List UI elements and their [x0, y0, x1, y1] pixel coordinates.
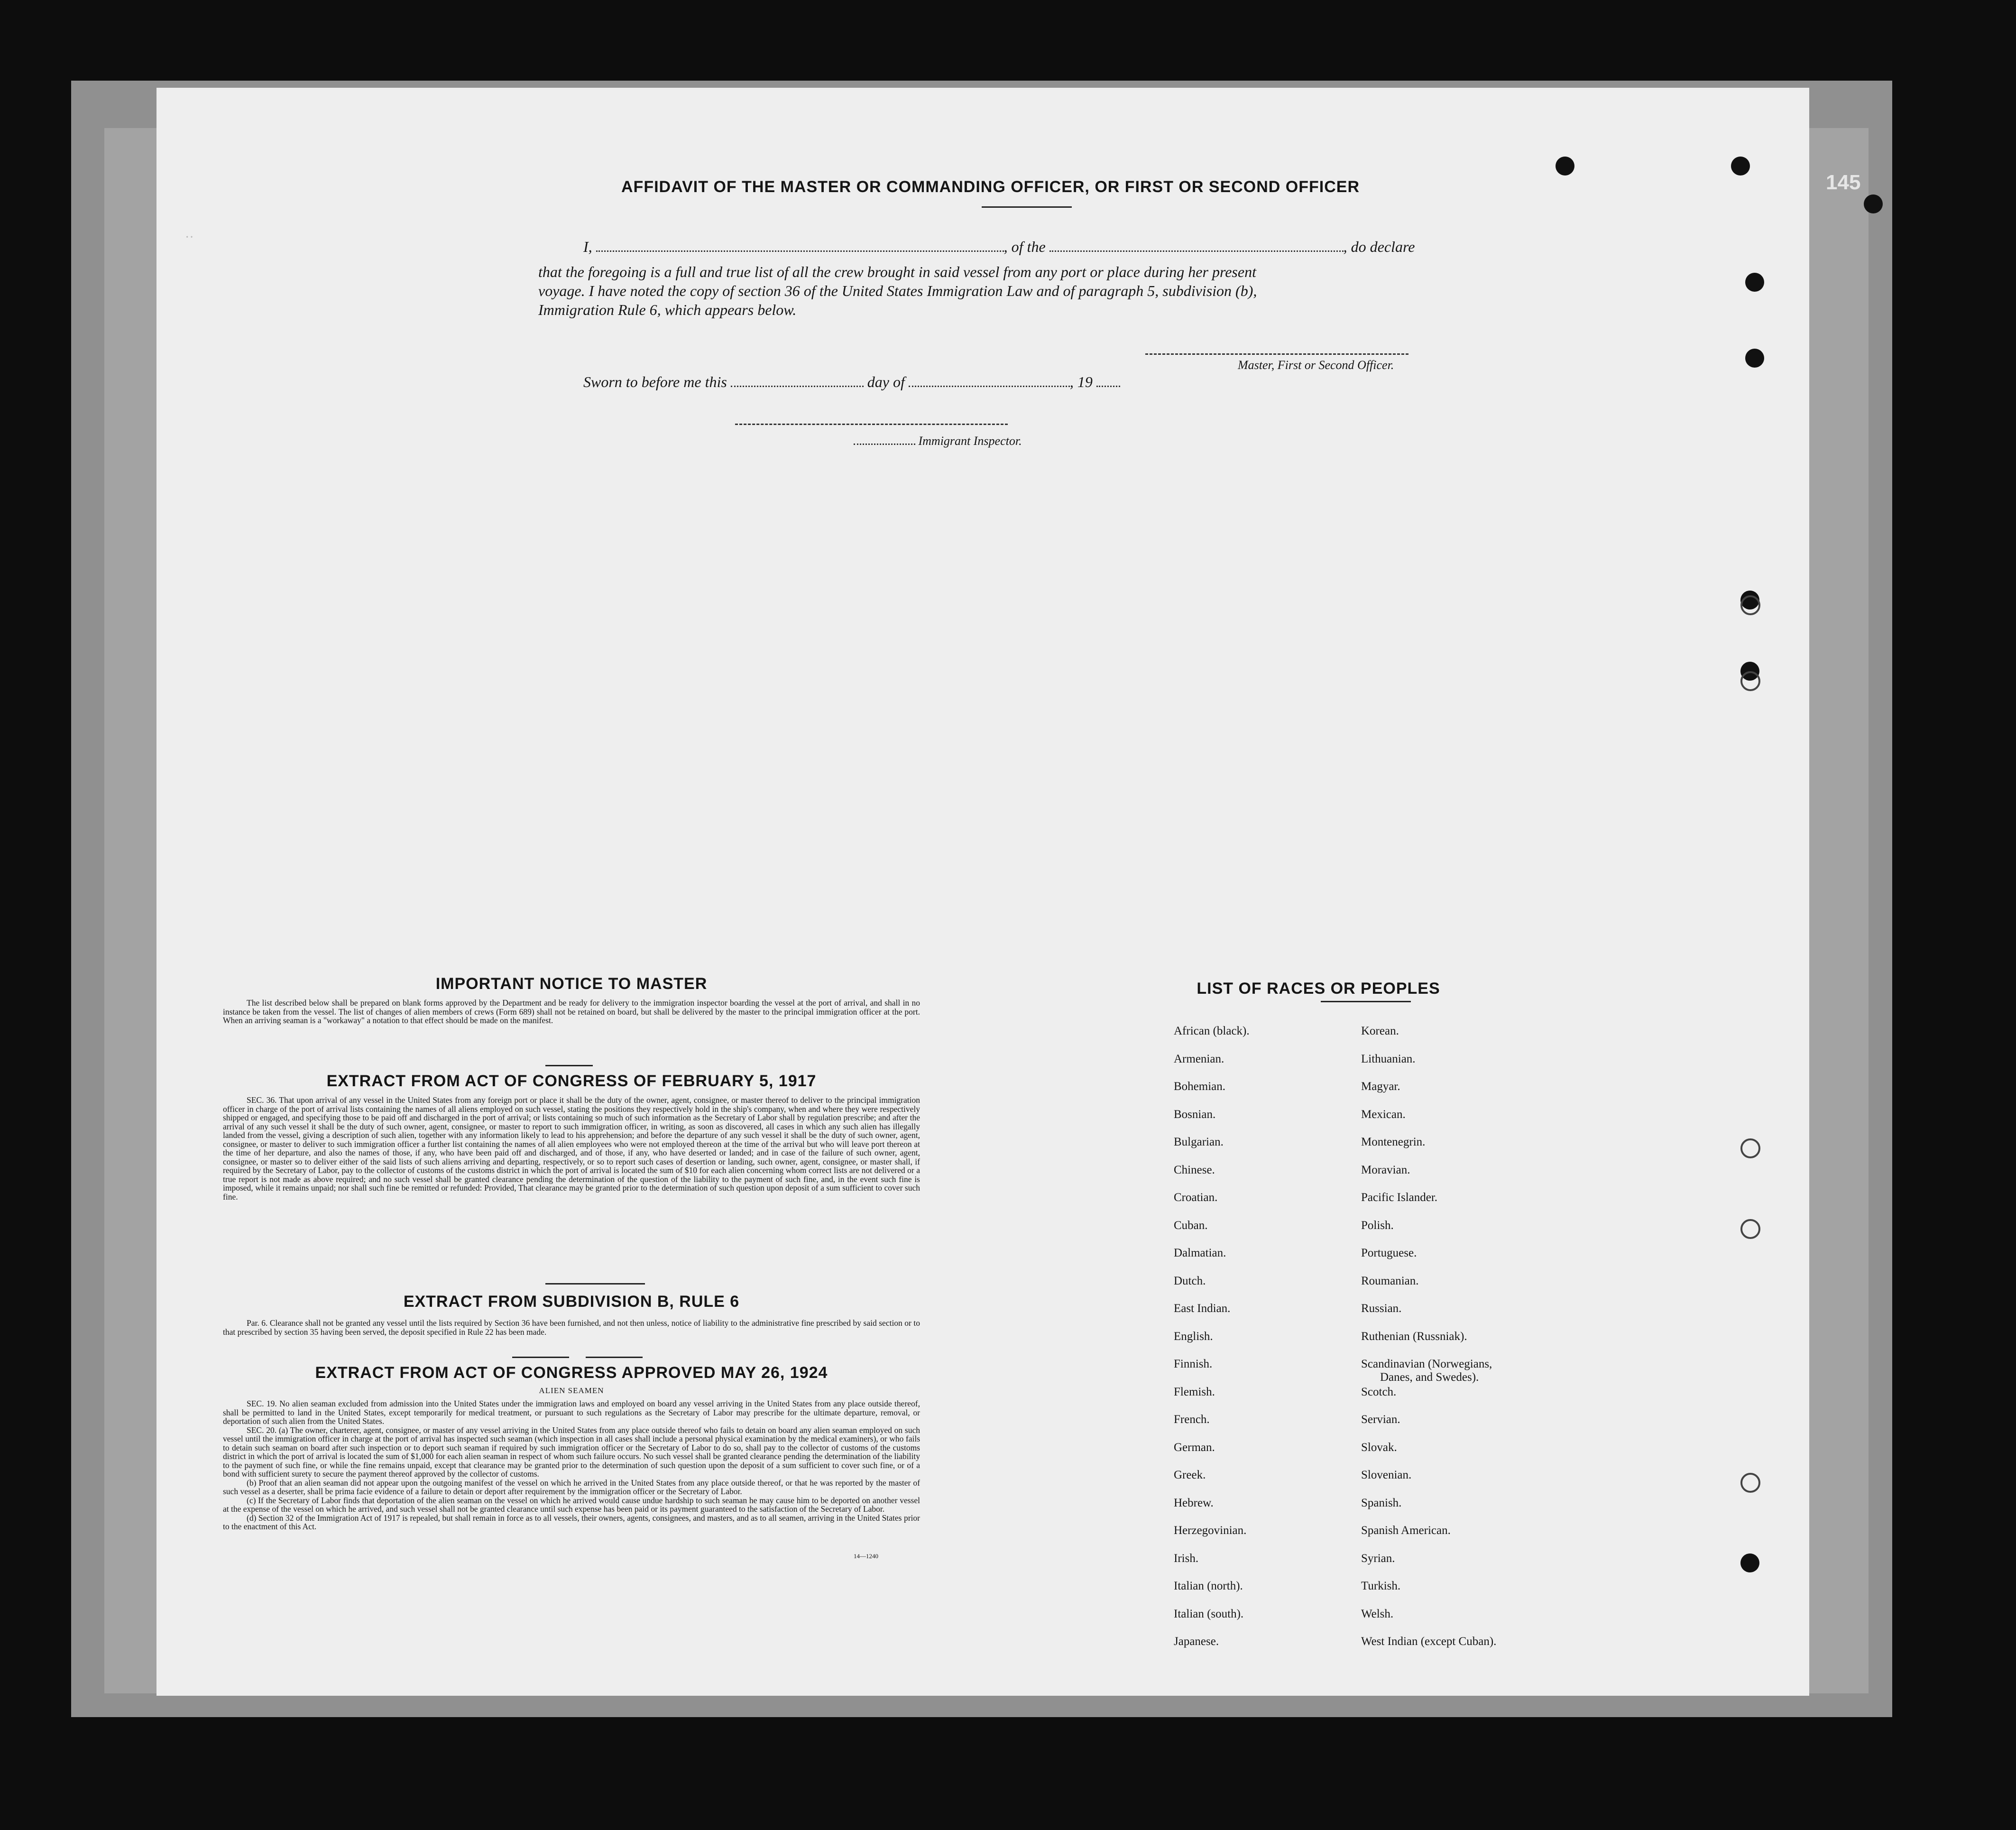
race-item: Scandinavian (Norwegians, [1361, 1358, 1492, 1370]
binder-hole-empty [1740, 1219, 1760, 1239]
race-item: Moravian. [1361, 1163, 1410, 1176]
year-label: , 19 [1069, 373, 1093, 390]
race-item: Pacific Islander. [1361, 1191, 1438, 1204]
year-field[interactable] [1096, 372, 1120, 387]
sworn-label: Sworn to before me this [583, 373, 727, 390]
race-item: Montenegrin. [1361, 1136, 1426, 1148]
affidavit-line3: voyage. I have noted the copy of section 36 of the United States Immigration Law and of paragraph 5, subdivision (b), [538, 282, 1257, 299]
extract-1917-title: EXTRACT FROM ACT OF CONGRESS OF FEBRUARY 5, 1917 [326, 1072, 817, 1090]
inspector-dots [854, 435, 915, 445]
sec19-paragraph: SEC. 19. No alien seaman excluded from admission into the United States under the immigration laws and employed on board any vessel arriving in the United States from any place outside thereof, shall be permitted to land in the United States, except temporarily for medical treatment, or pursuant to such regulations as the Secretary of Labor may prescribe for the ultimate departure, removal, or deportation of such alien from the United States. [223, 1399, 920, 1426]
race-item: Hebrew. [1174, 1496, 1214, 1509]
extract-rule6-text [223, 1319, 920, 1336]
race-item: West Indian (except Cuban). [1361, 1635, 1497, 1648]
race-item: Bulgarian. [1174, 1136, 1224, 1148]
race-item: Scotch. [1361, 1385, 1397, 1398]
sec20a-paragraph: SEC. 20. (a) The owner, charterer, agent, consignee, or master of any vessel arriving in the United States from any place outside thereof who fails to detain on board any alien seaman employed on such vessel until the immigration officer in charge at the port of arrival has inspected such seaman (which inspection in all cases shall include a personal physical examination by the medical examiners), or who fails to detain such seaman on board after such inspection or to deport such seaman if required by such immigration officer or the Secretary of Labor to do so, shall pay to the collector of customs of the customs district in which the port of arrival is located the sum of $1,000 for each alien seaman in respect of whom such failure occurs. No such vessel shall be granted clearance pending the determination of the liability to the payment of such fine, or while the fine remains unpaid, except that clearance may be granted prior to the determination of such question upon the deposit of a sum sufficient to cover such fine, or of a bond with sufficient surety to secure the payment thereof approved by the collector of customs. [223, 1425, 920, 1479]
race-item: Italian (south). [1174, 1607, 1244, 1620]
race-item: Finnish. [1174, 1358, 1213, 1370]
affidavit-line1 [583, 237, 1603, 256]
race-item: English. [1174, 1330, 1213, 1343]
extract-rule6-paragraph: Par. 6. Clearance shall not be granted any vessel until the lists required by Section 36 have been furnished, and not then unless, notice of liability to the administrative fine prescribed by said section or to that prescribed by section 35 having been served, the deposit specified in Rule 22 has been made. [223, 1318, 920, 1337]
race-item: Polish. [1361, 1219, 1394, 1232]
race-item: Armenian. [1174, 1052, 1224, 1065]
signature-line[interactable] [1145, 353, 1408, 355]
binder-hole [1556, 157, 1574, 176]
form-number: 14—1240 [854, 1553, 878, 1560]
race-item: Greek. [1174, 1469, 1206, 1481]
binder-hole-empty [1740, 1473, 1760, 1493]
race-item: East Indian. [1174, 1302, 1231, 1315]
sec20b-paragraph: (b) Proof that an alien seaman did not appear upon the outgoing manifest of the vessel on which he arrived in the United States from any place outside thereof, or that he was reported by the master of such vessel as a deserter, shall be prima facie evidence of a failure to detain or deport after requirement by the immigration officer or the Secretary of Labor. [223, 1478, 920, 1496]
inspector-line [854, 434, 1022, 448]
sec20c-paragraph: (c) If the Secretary of Labor finds that deportation of the alien seaman on the vessel on which he arrived would cause undue hardship to such seaman he may cause him to be deported on another vessel at the expense of the vessel on which he arrived, and such vessel shall not be granted clearance until such expense has been paid or its payment guaranteed to the satisfaction of the Secretary of Labor. [223, 1495, 920, 1514]
race-item: German. [1174, 1441, 1215, 1454]
section-rule [545, 1065, 593, 1066]
binder-hole [1740, 1553, 1759, 1572]
race-item: Spanish. [1361, 1496, 1402, 1509]
affidavit-line2: that the foregoing is a full and true list of all the crew brought in said vessel from any port or place during her present [538, 263, 1256, 280]
race-item: Syrian. [1361, 1552, 1395, 1565]
month-field[interactable] [909, 372, 1070, 387]
notice-text [223, 998, 920, 1025]
section-rule [586, 1357, 643, 1358]
binder-hole-empty [1740, 595, 1760, 615]
extract-1924-title: EXTRACT FROM ACT OF CONGRESS APPROVED MAY 26, 1924 [315, 1364, 828, 1382]
page-number: 145 [1826, 171, 1861, 194]
binder-hole [1731, 157, 1750, 176]
race-item: Russian. [1361, 1302, 1402, 1315]
race-item: Japanese. [1174, 1635, 1219, 1648]
affidavit-title: AFFIDAVIT OF THE MASTER OR COMMANDING OFFICER, OR FIRST OR SECOND OFFICER [621, 178, 1360, 196]
races-rule [1321, 1001, 1411, 1002]
race-item: Dalmatian. [1174, 1247, 1226, 1259]
race-item: Korean. [1361, 1025, 1399, 1037]
notice-paragraph: The list described below shall be prepared on blank forms approved by the Department and be ready for delivery to the immigration inspector boarding the vessel at the port of arrival, and shall in no instance be taken from the vessel. The list of changes of alien members of crews (Form 689) shall not be retained on board, but shall be delivered by the master to the principal immigration officer at the port. When an arriving seaman is a "workaway" a notation to that effect should be made on the manifest. [223, 998, 920, 1025]
race-item: Chinese. [1174, 1163, 1215, 1176]
binder-hole-empty [1740, 1138, 1760, 1158]
document-page [156, 88, 1809, 1696]
race-item: Irish. [1174, 1552, 1199, 1565]
race-item: Danes, and Swedes). [1380, 1371, 1479, 1384]
day-field[interactable] [731, 372, 864, 387]
race-item: Mexican. [1361, 1108, 1406, 1121]
signature-caption: Master, First or Second Officer. [1238, 358, 1394, 372]
race-item: French. [1174, 1413, 1210, 1426]
race-item: African (black). [1174, 1025, 1250, 1037]
extract-rule6-title: EXTRACT FROM SUBDIVISION B, RULE 6 [403, 1293, 740, 1311]
notice-title: IMPORTANT NOTICE TO MASTER [435, 975, 708, 993]
race-item: Bohemian. [1174, 1080, 1226, 1093]
vessel-field[interactable] [1049, 237, 1344, 252]
affidavit-line4: Immigration Rule 6, which appears below. [538, 301, 797, 318]
race-item: Bosnian. [1174, 1108, 1216, 1121]
binder-hole [1745, 273, 1764, 292]
name-field[interactable] [596, 237, 1004, 252]
race-item: Roumanian. [1361, 1274, 1419, 1287]
extract-1917-text [223, 1096, 920, 1201]
inspector-caption: Immigrant Inspector. [918, 434, 1022, 448]
binder-hole [1864, 194, 1883, 213]
race-item: Welsh. [1361, 1607, 1394, 1620]
inspector-signature-line[interactable] [735, 424, 1008, 425]
of-the-label: , of the [1003, 238, 1046, 255]
do-declare-label: , do declare [1343, 238, 1415, 255]
race-item: Turkish. [1361, 1580, 1401, 1592]
extract-1917-paragraph: SEC. 36. That upon arrival of any vessel in the United States from any foreign port or place it shall be the duty of the owner, agent, consignee, or master thereof to deliver to the principal immigration officer in charge of the port of arrival lists containing the names of all aliens employed on such vessel, stating the positions they respectively hold in the ship's company, when and where they were respectively shipped or engaged, and specifying those to be paid off and discharged in the port of arrival; or lists containing so much of such information as the Secretary of Labor shall by regulation prescribe; and after the arrival of any such vessel it shall be the duty of such owner, agent, consignee, or master to report to such immigration officer, in writing, as soon as discovered, all cases in which any such alien has illegally landed from the vessel, giving a description of such alien, together with any information likely to lead to his apprehension; and before the departure of any such vessel it shall be the duty of such owner, agent, consignee, or master to deliver to such immigration officer a further list containing the names of all alien employees who were not employed thereon at the time of the arrival but who will leave port thereon at the time of her departure, and also the names of those, if any, who have been paid off and discharged, and of those, if any, who have deserted or landed; and in case of the failure of such owner, agent, consignee, or master so to deliver either of the said lists of such aliens arriving and departing, respectively, or so to report such cases of desertion or landing, such owner, agent, consignee, or master shall, if required by the Secretary of Labor, pay to the collector of customs of the customs district in which the port of arrival is located the sum of $10 for each alien concerning whom correct lists are not delivered or a true report is not made as above required; and no such vessel shall be granted clearance pending the determination of the question of the liability to the payment of such fine, and, in the event such fine is imposed, while it remains unpaid; nor shall such fine be remitted or refunded: Provided, That clearance may be granted prior to the determination of such question upon deposit of a sum sufficient to cover such fine. [223, 1095, 920, 1202]
race-item: Magyar. [1361, 1080, 1400, 1093]
title-rule [982, 206, 1072, 208]
race-item: Spanish American. [1361, 1524, 1451, 1537]
races-title: LIST OF RACES OR PEOPLES [1197, 980, 1440, 998]
section-rule [512, 1357, 569, 1358]
stray-mark: ·· [185, 230, 194, 245]
race-item: Servian. [1361, 1413, 1400, 1426]
binder-hole [1745, 349, 1764, 368]
race-item: Cuban. [1174, 1219, 1208, 1232]
binder-hole-empty [1740, 671, 1760, 691]
section-rule [545, 1283, 645, 1285]
race-item: Dutch. [1174, 1274, 1206, 1287]
extract-1924-text [223, 1399, 920, 1531]
race-item: Italian (north). [1174, 1580, 1243, 1592]
extract-1924-subtitle: ALIEN SEAMEN [539, 1386, 604, 1395]
race-item: Slovenian. [1361, 1469, 1412, 1481]
race-item: Croatian. [1174, 1191, 1218, 1204]
race-item: Ruthenian (Russniak). [1361, 1330, 1467, 1343]
day-of-label: day of [867, 373, 905, 390]
race-item: Herzegovinian. [1174, 1524, 1247, 1537]
i-label: I, [583, 238, 592, 255]
race-item: Portuguese. [1361, 1247, 1417, 1259]
race-item: Flemish. [1174, 1385, 1215, 1398]
sec20d-paragraph: (d) Section 32 of the Immigration Act of 1917 is repealed, but shall remain in force as to all vessels, their owners, agents, consignees, and masters, and as to all seamen, arriving in the United States prior to the enactment of this Act. [223, 1513, 920, 1531]
race-item: Slovak. [1361, 1441, 1397, 1454]
race-item: Lithuanian. [1361, 1052, 1416, 1065]
sworn-line [583, 372, 1295, 391]
